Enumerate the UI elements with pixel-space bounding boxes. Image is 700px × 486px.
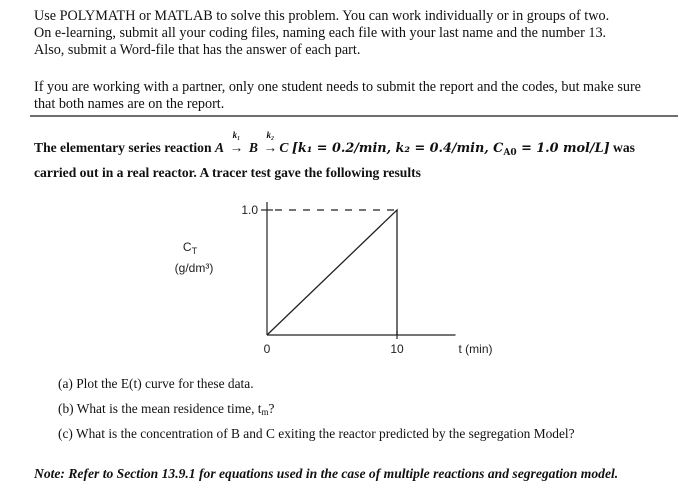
- instructions-line-1: Use POLYMATH or MATLAB to solve this problem. You can work individually or in groups of two.: [34, 8, 610, 24]
- instructions-line-3: Also, submit a Word-file that has the answer of each part.: [34, 42, 361, 58]
- problem-trail: was: [609, 140, 635, 155]
- question-b-text: (b) What is the mean residence time, t: [58, 401, 262, 416]
- reaction-arrow-2: k₂ →: [261, 140, 279, 156]
- chart-xlabel: t (min): [458, 342, 493, 356]
- instructions-line-2: On e-learning, submit all your coding files, naming each file with your last name and the number 13.: [34, 25, 607, 41]
- chart-ylabel: $C_T$: [182, 240, 198, 256]
- question-b-end: ?: [268, 401, 275, 416]
- species-a: A: [214, 140, 225, 155]
- x-tick-label-10: 10: [390, 342, 404, 356]
- y-tick-label: 1.0: [241, 203, 258, 217]
- rate-conditions-end: = 1.0 mol/L]: [516, 141, 610, 156]
- partner-note-line-2: that both names are on the report.: [34, 96, 225, 112]
- chart-ylabel-units: (g/dm³): [174, 261, 214, 275]
- rate-conditions-subscript: A0: [503, 148, 517, 158]
- problem-lead: The elementary series reaction: [34, 140, 215, 155]
- x-tick-label-0: 0: [263, 342, 271, 356]
- tracer-chart: [150, 195, 550, 365]
- k2-label: k₂: [266, 130, 275, 140]
- question-c: (c) What is the concentration of B and C exiting the reactor predicted by the segregation Model?: [58, 426, 575, 441]
- series-line-0: [267, 210, 397, 335]
- instructions: [34, 8, 674, 59]
- rate-conditions: [k₁ = 0.2/min, k₂ = 0.4/min, C: [291, 141, 504, 156]
- species-b: B: [248, 140, 258, 155]
- question-b-subscript: m: [261, 407, 269, 417]
- reaction-arrow-1: k₁ →: [227, 140, 245, 156]
- species-c: C: [279, 140, 289, 155]
- footer-note: Note: Refer to Section 13.9.1 for equations used in the case of multiple reactions and segregation model.: [34, 466, 619, 481]
- partner-note: [34, 79, 674, 113]
- k1-label: k₁: [232, 130, 241, 140]
- partner-note-line-1: If you are working with a partner, only one student needs to submit the report and the codes, but make sure: [34, 79, 641, 95]
- question-a: (a) Plot the E(t) curve for these data.: [58, 376, 254, 391]
- problem-statement-line-2: carried out in a real reactor. A tracer test gave the following results: [34, 165, 421, 180]
- question-b: [58, 401, 274, 417]
- section-divider: [30, 115, 678, 117]
- problem-statement-line-1: [34, 130, 674, 158]
